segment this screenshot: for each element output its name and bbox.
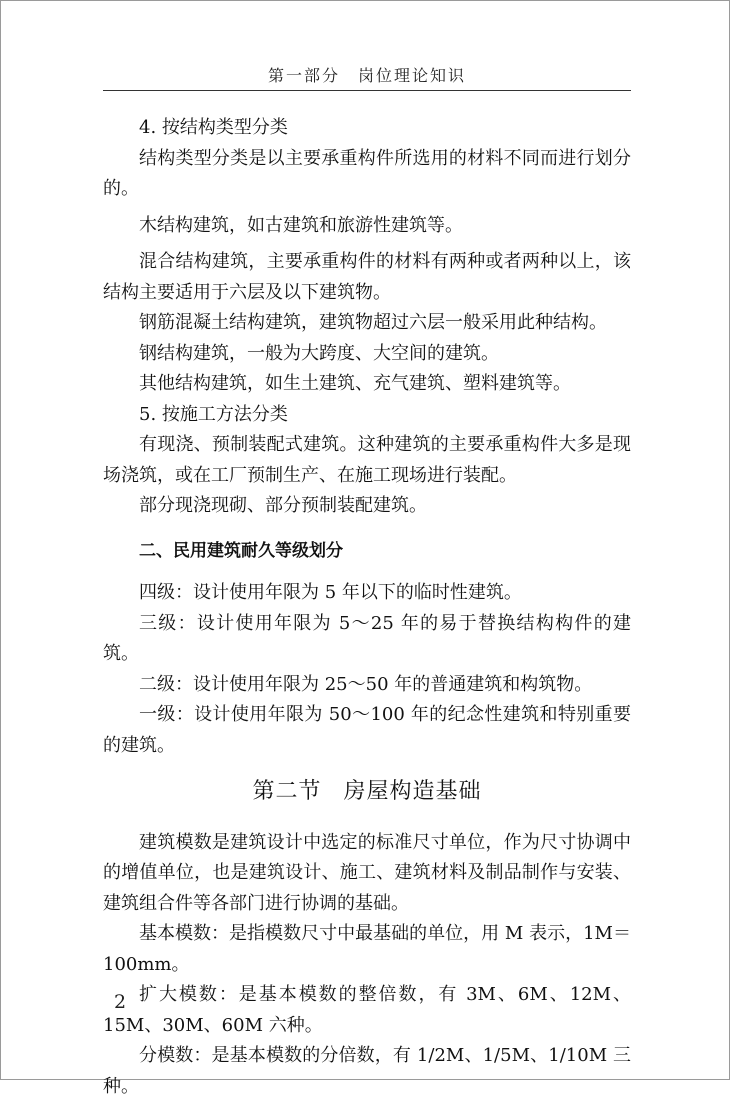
paragraph: 建筑模数是建筑设计中选定的标准尺寸单位，作为尺寸协调中的增值单位，也是建筑设计、施工、建筑材料及制品制作与安装、建筑组合件等各部门进行协调的基础。 bbox=[103, 831, 631, 914]
page-number: 2 bbox=[114, 991, 127, 1013]
paragraph: 三级：设计使用年限为 5～25 年的易于替换结构构件的建筑。 bbox=[103, 612, 631, 664]
paragraph: 扩大模数：是基本模数的整倍数，有 3M、6M、12M、15M、30M、60M 六种。 bbox=[103, 984, 631, 1036]
chapter-heading bbox=[103, 777, 631, 808]
paragraph: 其他结构建筑，如生土建筑、充气建筑、塑料建筑等。 bbox=[139, 373, 571, 394]
running-head: 第一部分 岗位理论知识 bbox=[267, 66, 466, 85]
paragraph: 二级：设计使用年限为 25～50 年的普通建筑和构筑物。 bbox=[139, 673, 593, 695]
paragraph: 有现浇、预制装配式建筑。这种建筑的主要承重构件大多是现场浇筑，或在工厂预制生产、在施工现场进行装配。 bbox=[103, 434, 631, 486]
paragraph: 结构类型分类是以主要承重构件所选用的材料不同而进行划分的。 bbox=[103, 147, 631, 199]
paragraph: 一级：设计使用年限为 50～100 年的纪念性建筑和特别重要的建筑。 bbox=[103, 704, 631, 756]
list-heading: 4. 按结构类型分类 bbox=[139, 117, 288, 138]
chapter-heading-number: 第二节 bbox=[252, 779, 322, 804]
paragraph: 钢筋混凝土结构建筑，建筑物超过六层一般采用此种结构。 bbox=[139, 312, 607, 333]
page-content bbox=[103, 113, 631, 1102]
header-rule bbox=[103, 90, 631, 91]
paragraph: 混合结构建筑，主要承重构件的材料有两种或者两种以上，该结构主要适用于六层及以下建筑物。 bbox=[103, 251, 631, 303]
paragraph: 钢结构建筑，一般为大跨度、大空间的建筑。 bbox=[139, 342, 499, 364]
list-heading: 5. 按施工方法分类 bbox=[139, 403, 288, 425]
paragraph: 基本模数：是指模数尺寸中最基础的单位，用 M 表示，1M＝100mm。 bbox=[103, 923, 631, 975]
section-heading: 二、民用建筑耐久等级划分 bbox=[139, 540, 343, 561]
paragraph: 木结构建筑，如古建筑和旅游性建筑等。 bbox=[139, 214, 463, 236]
paragraph: 部分现浇现砌、部分预制装配建筑。 bbox=[139, 495, 427, 516]
chapter-heading-title: 房屋构造基础 bbox=[343, 779, 482, 804]
paragraph: 分模数：是基本模数的分倍数，有 1/2M、1/5M、1/10M 三种。 bbox=[103, 1045, 631, 1097]
paragraph: 四级：设计使用年限为 5 年以下的临时性建筑。 bbox=[139, 582, 522, 603]
